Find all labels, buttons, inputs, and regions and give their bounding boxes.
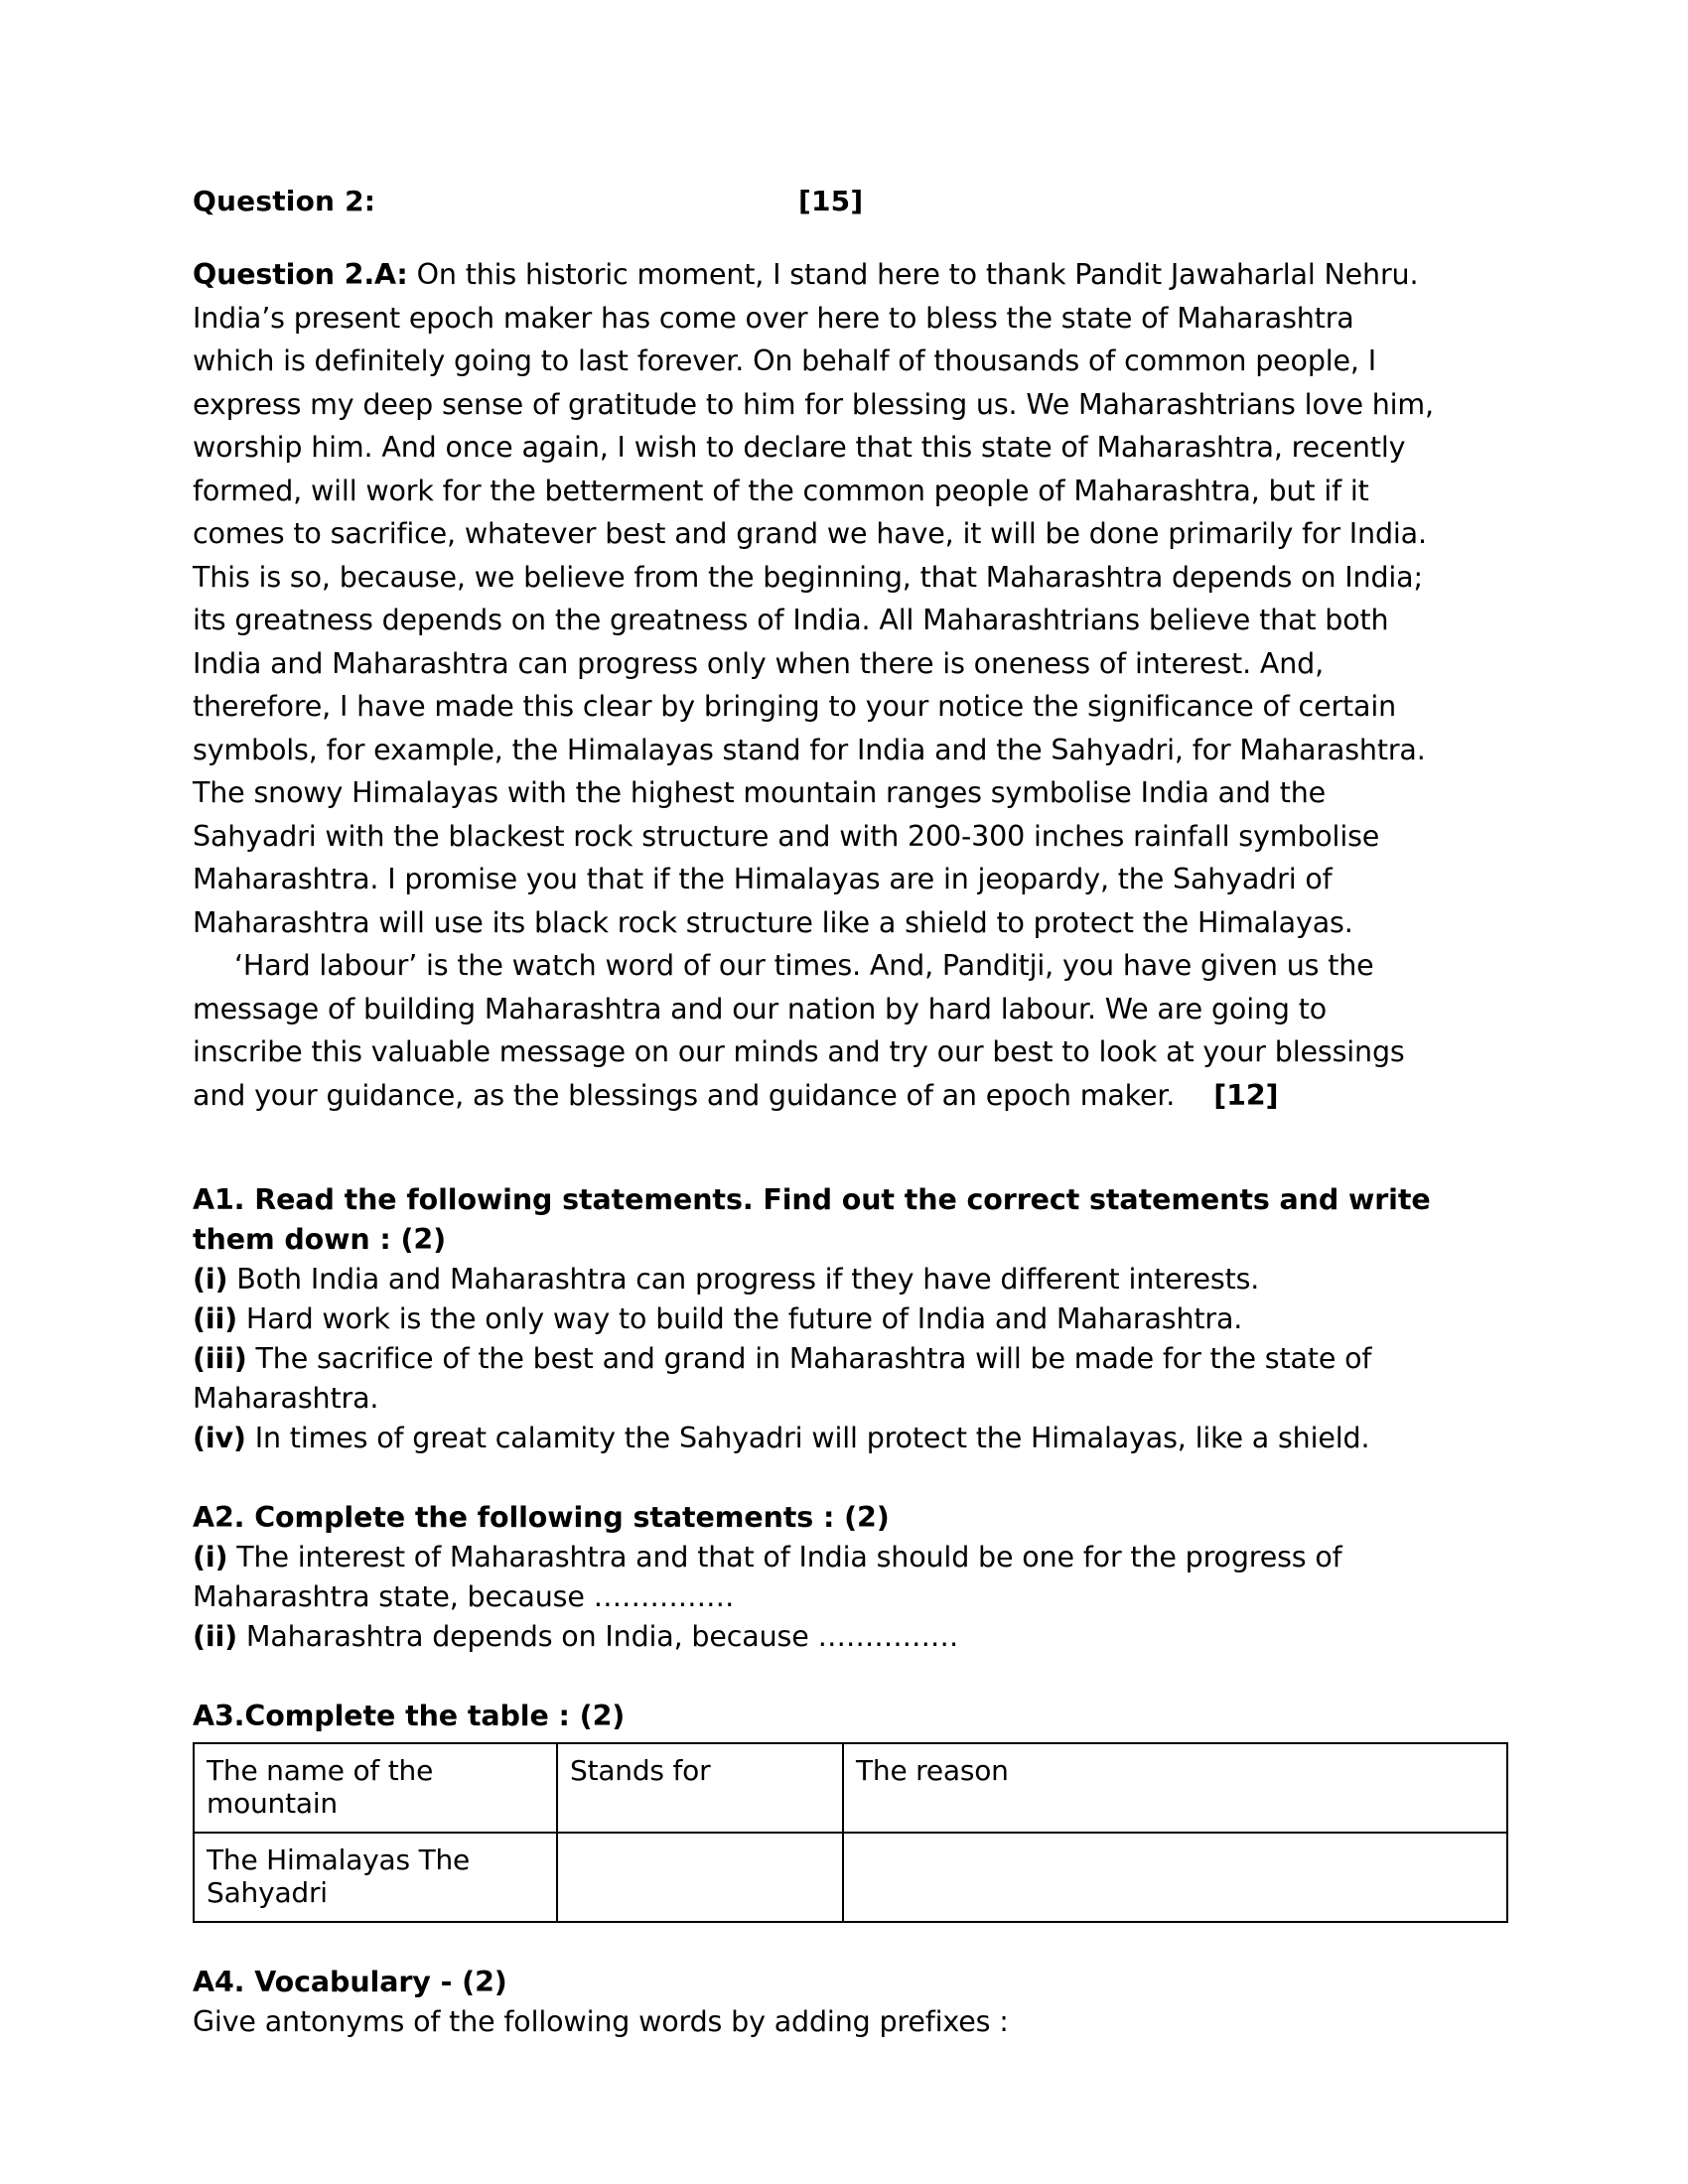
a3-heading: A3.Complete the table : (2) (193, 1700, 626, 1732)
question-label: Question 2: (193, 185, 376, 217)
passage-lead-label: Question 2.A: (193, 258, 408, 291)
table-column-header-reason: The reason (843, 1743, 1507, 1833)
spacer-after-a2 (193, 1657, 1434, 1697)
a2-item-1 (193, 1538, 1434, 1617)
a1-item-1 (193, 1260, 1434, 1299)
a1-heading: A1. Read the following statements. Find out the correct statements and write them down : (2) (193, 1183, 1431, 1256)
a1-item-2-marker: (ii) (193, 1302, 237, 1335)
table-row (194, 1833, 1507, 1922)
passage-paragraph-2-text: ‘Hard labour’ is the watch word of our times. And, Panditji, you have given us the message of building Maharashtra and our nation by hard labour. We are going to inscribe this valuable message on our minds and try our best to look at your blessings and your guidance, as the blessings and guidance of an epoch maker. (193, 949, 1405, 1112)
a1-item-1-marker: (i) (193, 1263, 228, 1296)
a1-item-1-text: Both India and Maharashtra can progress if they have different interests. (227, 1263, 1260, 1296)
a1-item-3 (193, 1339, 1434, 1419)
a1-item-4 (193, 1419, 1434, 1458)
a2-item-1-marker: (i) (193, 1541, 228, 1573)
table-header-row (194, 1743, 1507, 1833)
question-total-marks: [15] (798, 185, 864, 217)
a1-item-3-text: The sacrifice of the best and grand in Maharashtra will be made for the state of Maharashtra. (193, 1342, 1372, 1415)
a2-item-2-text: Maharashtra depends on India, because …………… (237, 1620, 959, 1653)
spacer-after-passage (193, 1117, 1434, 1180)
a2-heading: A2. Complete the following statements : (2) (193, 1501, 890, 1534)
table-column-header-stands-for: Stands for (557, 1743, 843, 1833)
passage-paragraph-2 (193, 944, 1434, 1117)
passage-paragraph-1 (193, 253, 1434, 944)
table-column-header-mountain: The name of the mountain (194, 1743, 557, 1833)
a2-item-2 (193, 1617, 1434, 1657)
passage-body-text: On this historic moment, I stand here to thank Pandit Jawaharlal Nehru. India’s present epoch maker has come over here to bless the state of Maharashtra which is definitely going to last forever. On behalf of thousands of common people, I express my deep sense of gratitude to him for blessing us. We Maharashtrians love him, worship him. And once again, I wish to declare that this state of Maharashtra, recently formed, will work for the betterment of the common people of Maharashtra, but if it comes to sacrifice, whatever best and grand we have, it will be done primarily for India. This is so, because, we believe from the beginning, that Maharashtra depends on India; its greatness depends on the greatness of India. All Maharashtrians believe that both India and Maharashtra can progress only when there is oneness of interest. And, therefore, I have made this clear by bringing to your notice the significance of certain symbols, for example, the Himalayas stand for India and the Sahyadri, for Maharashtra. The snowy Himalayas with the highest mountain ranges symbolise India and the Sahyadri with the blackest rock structure and with 200-300 inches rainfall symbolise Maharashtra. I promise you that if the Himalayas are in jeopardy, the Sahyadri of Maharashtra will use its black rock structure like a shield to protect the Himalayas. (193, 258, 1434, 939)
table-cell-reason-blank[interactable] (843, 1833, 1507, 1922)
a1-item-2 (193, 1299, 1434, 1339)
a4-heading: A4. Vocabulary - (2) (193, 1966, 507, 1998)
a2-item-1-text: The interest of Maharashtra and that of India should be one for the progress of Maharashtra state, because …………… (193, 1541, 1342, 1613)
spacer-after-a3 (193, 1923, 1434, 1963)
a4-instruction: Give antonyms of the following words by adding prefixes : (193, 2005, 1009, 2038)
a3-table (193, 1742, 1508, 1923)
a1-item-4-text: In times of great calamity the Sahyadri will protect the Himalayas, like a shield. (245, 1422, 1370, 1454)
table-cell-stands-for-blank[interactable] (557, 1833, 843, 1922)
a1-item-2-text: Hard work is the only way to build the future of India and Maharashtra. (237, 1302, 1243, 1335)
question-header (193, 185, 1434, 217)
spacer-after-a1 (193, 1458, 1434, 1498)
passage-paragraph-2-marks: [12] (1175, 1078, 1279, 1112)
page-content (193, 185, 1434, 2042)
table-cell-mountain-name: The Himalayas The Sahyadri (194, 1833, 557, 1922)
a1-item-3-marker: (iii) (193, 1342, 247, 1375)
a2-item-2-marker: (ii) (193, 1620, 237, 1653)
a1-item-4-marker: (iv) (193, 1422, 246, 1454)
